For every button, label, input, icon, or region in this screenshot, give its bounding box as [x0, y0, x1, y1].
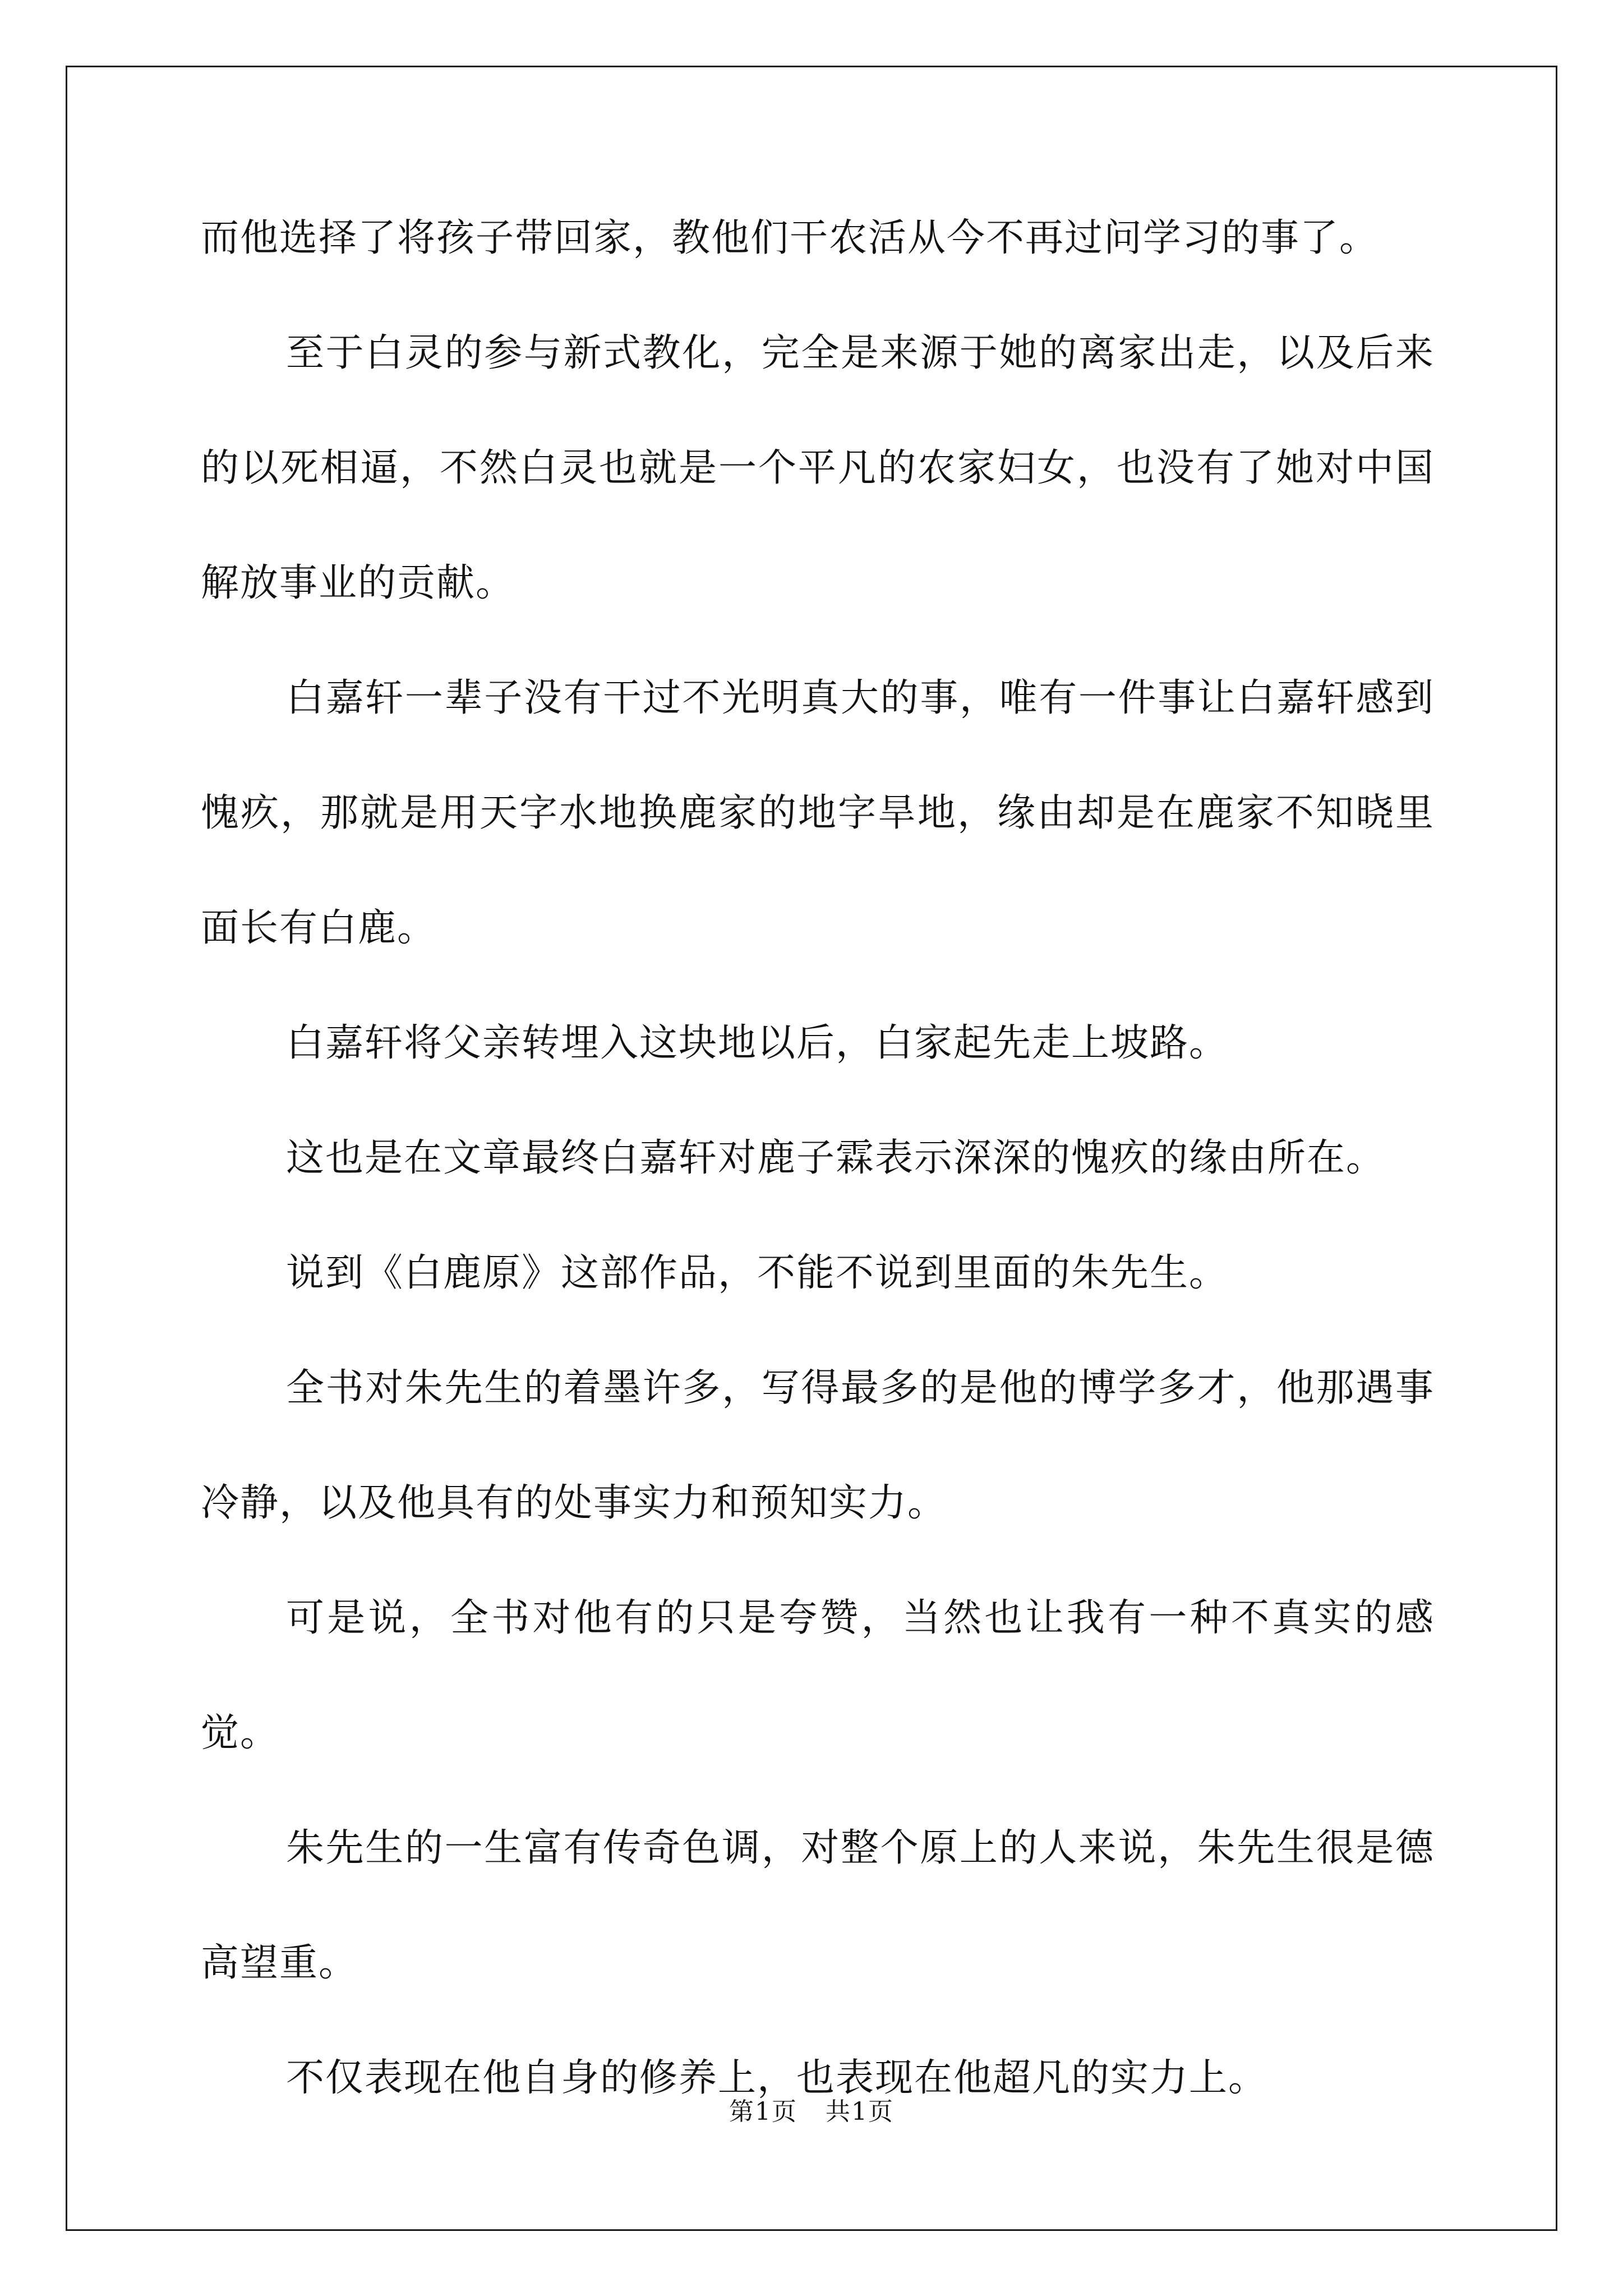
paragraph-1: 而他选择了将孩子带回家，教他们干农活从今不再过问学习的事了。 — [201, 216, 1379, 260]
paragraph-10: 不仅表现在他自身的修养上，也表现在他超凡的实力上。 — [286, 2056, 1268, 2100]
paragraph-3: 白嘉轩一辈子没有干过不光明真大的事，唯有一件事让白嘉轩感到愧疚，那就是用天字水地换鹿家的地字旱地，缘由却是在鹿家不知晓里面长有白鹿。 — [201, 676, 1435, 950]
document-body — [201, 181, 1435, 2136]
paragraph-4: 白嘉轩将父亲转埋入这块地以后，白家起先走上坡路。 — [286, 1021, 1229, 1065]
page-number: 第1页 — [729, 2097, 797, 2126]
paragraph-5: 这也是在文章最终白嘉轩对鹿子霖表示深深的愧疚的缘由所在。 — [286, 1136, 1386, 1180]
paragraph-2: 至于白灵的参与新式教化，完全是来源于她的离家出走，以及后来的以死相逼，不然白灵也就是一个平凡的农家妇女，也没有了她对中国解放事业的贡献。 — [201, 331, 1435, 605]
paragraph-6: 说到《白鹿原》这部作品，不能不说到里面的朱先生。 — [286, 1251, 1229, 1295]
page-total: 共1页 — [826, 2097, 894, 2126]
paragraph-8: 可是说，全书对他有的只是夸赞，当然也让我有一种不真实的感觉。 — [201, 1596, 1435, 1755]
page-footer — [0, 2091, 1623, 2127]
paragraph-7: 全书对朱先生的着墨许多，写得最多的是他的博学多才，他那遇事冷静，以及他具有的处事实力和预知实力。 — [201, 1366, 1435, 1525]
paragraph-9: 朱先生的一生富有传奇色调，对整个原上的人来说，朱先生很是德高望重。 — [201, 1826, 1435, 1985]
